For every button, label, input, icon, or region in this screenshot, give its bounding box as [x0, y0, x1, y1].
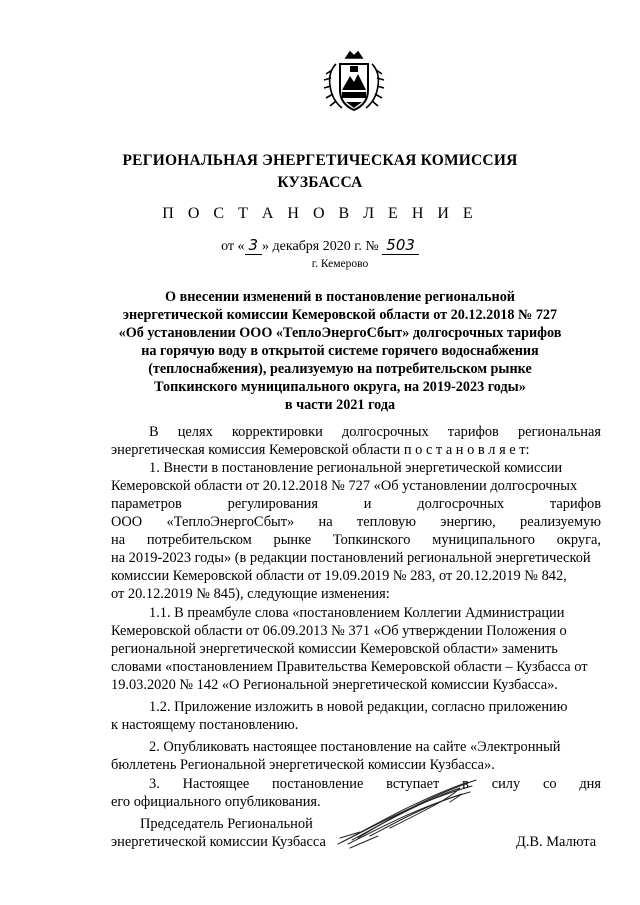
paragraph-1-line-1: 1. Внести в постановление региональной энергетической комиссии — [149, 460, 563, 476]
paragraph-1-1-line-5: 19.03.2020 № 142 «О Региональной энергетической комиссии Кузбасса». — [111, 677, 558, 693]
subject-line: энергетической комиссии Кемеровской области от 20.12.2018 № 727 — [122, 307, 558, 323]
paragraph-2-line-2: бюллетень Региональной энергетической комиссии Кузбасса». — [111, 757, 495, 773]
date-prefix: от « — [221, 239, 245, 254]
date-middle: » декабря 2020 г. № — [262, 239, 379, 254]
paragraph-1-1-line-3: региональной энергетической комиссии Кемеровской области» заменить — [111, 641, 558, 657]
date-line — [0, 236, 640, 255]
paragraph-2-line-1: 2. Опубликовать настоящее постановление на сайте «Электронный — [149, 739, 561, 755]
paragraph-1-line-8: от 20.12.2019 № 845), следующие изменения: — [111, 586, 390, 602]
paragraph-1-2-line-2: к настоящему постановлению. — [111, 717, 299, 733]
paragraph-1-line-6: на 2019-2023 годы» (в редакции постановлений региональной энергетической — [111, 550, 591, 566]
signatory-name: Д.В. Малюта — [516, 834, 597, 850]
paragraph-1-line-5: на потребительском рынке Топкинского муниципального округа, — [111, 532, 601, 548]
paragraph-1-line-2: Кемеровской области от 20.12.2018 № 727 «Об установлении долгосрочных — [111, 478, 578, 494]
paragraph-3-line-2: его официального опубликования. — [111, 794, 321, 810]
signatory-position-line-1: Председатель Региональной — [140, 816, 313, 832]
subject-line: «Об установлении ООО «ТеплоЭнергоСбыт» долгосрочных тарифов — [118, 325, 562, 341]
paragraph-1-line-3: параметров регулирования и долгосрочных тарифов — [111, 496, 601, 512]
handwritten-signature — [330, 778, 480, 850]
document-subject — [100, 288, 580, 414]
paragraph-1-1-line-2: Кемеровской области от 06.09.2013 № 371 «Об утверждении Положения о — [111, 623, 567, 639]
signatory-position-line-2: энергетической комиссии Кузбасса — [111, 834, 326, 850]
coat-of-arms-icon — [322, 50, 386, 118]
paragraph-3-line-1: 3. Настоящее постановление вступает в силу со дня — [149, 776, 601, 792]
subject-line: на горячую воду в открытой системе горячего водоснабжения — [141, 343, 539, 359]
subject-line: в части 2021 года — [284, 397, 396, 413]
paragraph-1-line-4: ООО «ТеплоЭнергоСбыт» на тепловую энергию, реализуемую — [111, 514, 601, 530]
subject-line: (теплоснабжения), реализуемую на потребительском рынке — [148, 361, 532, 377]
date-day: 3 — [245, 236, 263, 255]
paragraph-1-2-line-1: 1.2. Приложение изложить в новой редакции, согласно приложению — [149, 699, 568, 715]
city: г. Кемерово — [311, 258, 369, 270]
paragraph-1-1-line-1: 1.1. В преамбуле слова «постановлением Коллегии Администрации — [149, 605, 565, 621]
subject-line: Топкинского муниципального округа, на 2019-2023 годы» — [154, 379, 526, 395]
subject-line: О внесении изменений в постановление региональной — [165, 289, 515, 305]
organization-line-2: КУЗБАССА — [277, 174, 363, 191]
document-type: П О С Т А Н О В Л Е Н И Е — [162, 205, 478, 222]
intro-line-1: В целях корректировки долгосрочных тарифов региональная — [149, 424, 601, 440]
organization-line-1: РЕГИОНАЛЬНАЯ ЭНЕРГЕТИЧЕСКАЯ КОМИССИЯ — [122, 152, 518, 169]
intro-line-2: энергетическая комиссия Кемеровской области п о с т а н о в л я е т: — [111, 442, 530, 458]
document-number: 503 — [382, 236, 419, 255]
paragraph-1-1-line-4: словами «постановлением Правительства Кемеровской области – Кузбасса от — [111, 659, 588, 675]
paragraph-1-line-7: комиссии Кемеровской области от 19.09.2019 № 283, от 20.12.2019 № 842, — [111, 568, 567, 584]
